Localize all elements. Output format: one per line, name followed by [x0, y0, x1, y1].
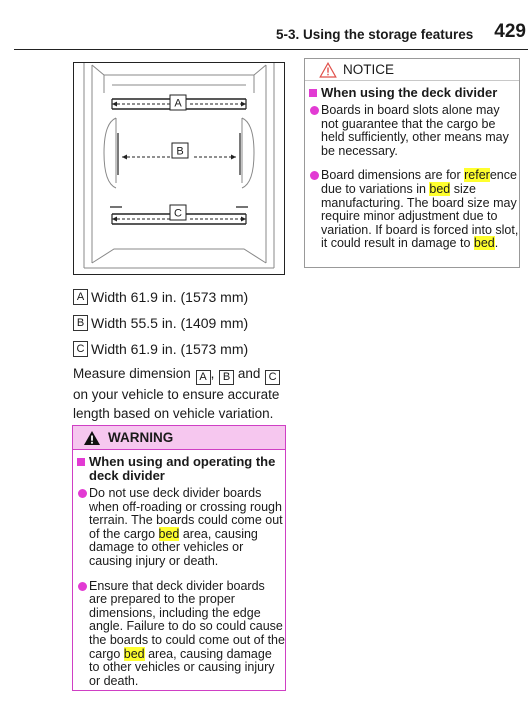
dimension-text: Width 61.9 in. (1573 mm) — [91, 289, 249, 305]
page-header — [14, 18, 528, 50]
notice-bullet: Boards in board slots alone may not guarantee that the cargo be held sufficiently, other means may be necessary. — [305, 104, 519, 158]
dimension-letter: C — [73, 341, 88, 357]
figure-label-b: B — [176, 145, 184, 158]
dimension-item — [73, 284, 293, 310]
dimension-text: Width 55.5 in. (1409 mm) — [91, 315, 249, 331]
dimension-list — [73, 284, 293, 362]
square-bullet-icon — [77, 458, 85, 466]
warning-triangle-icon — [83, 430, 101, 446]
dimension-letter: B — [73, 315, 88, 331]
warning-bullet: Do not use deck divider boards when off-roading or crossing rough terrain. The boards could come out of the cargo bed area, causing damage to other vehicles or causing injury or death. — [73, 487, 285, 569]
notice-title: NOTICE — [343, 62, 395, 77]
caution-triangle-icon — [319, 62, 337, 78]
warning-bullet: Ensure that deck divider boards are prepared to the proper dimensions, including the edge angle. Failure to do so could cause the boards to could come out of the cargo bed area, causing damage to other vehicles or causing injury or death. — [73, 580, 285, 689]
warning-subheading: When using and operating the deck divider — [73, 455, 285, 483]
bullet-dot-icon — [78, 582, 87, 591]
dimension-letter: A — [73, 289, 88, 305]
measure-letter-a: A — [196, 370, 211, 385]
measure-letter-b: B — [219, 370, 234, 385]
figure-label-a: A — [174, 97, 182, 110]
notice-bullet: Board dimensions are for reference due to variations in bed size manufacturing. The board size may require minor adjustment due to variation. If board is forced into slot, it could result in damage to bed. — [305, 169, 519, 251]
notice-box — [304, 58, 520, 268]
dimension-item — [73, 336, 293, 362]
dimension-text: Width 61.9 in. (1573 mm) — [91, 341, 249, 357]
page-number: 429 — [494, 21, 526, 42]
bullet-dot-icon — [310, 106, 319, 115]
dimension-item — [73, 310, 293, 336]
warning-header — [73, 426, 285, 450]
notice-header — [305, 59, 519, 81]
cargo-bed-diagram — [73, 62, 285, 275]
notice-subheading: When using the deck divider — [305, 86, 519, 100]
warning-box — [72, 425, 286, 691]
measure-letter-c: C — [265, 370, 280, 385]
bullet-dot-icon — [310, 171, 319, 180]
measure-instruction: Measure dimension A , B and C on your vehicle to ensure accurate length based on vehicle variation. — [73, 366, 280, 421]
section-title: 5-3. Using the storage features — [276, 27, 474, 42]
square-bullet-icon — [309, 89, 317, 97]
bullet-dot-icon — [78, 489, 87, 498]
warning-title: WARNING — [108, 430, 174, 445]
figure-label-c: C — [174, 207, 182, 220]
cargo-bed-drawing — [74, 63, 284, 274]
